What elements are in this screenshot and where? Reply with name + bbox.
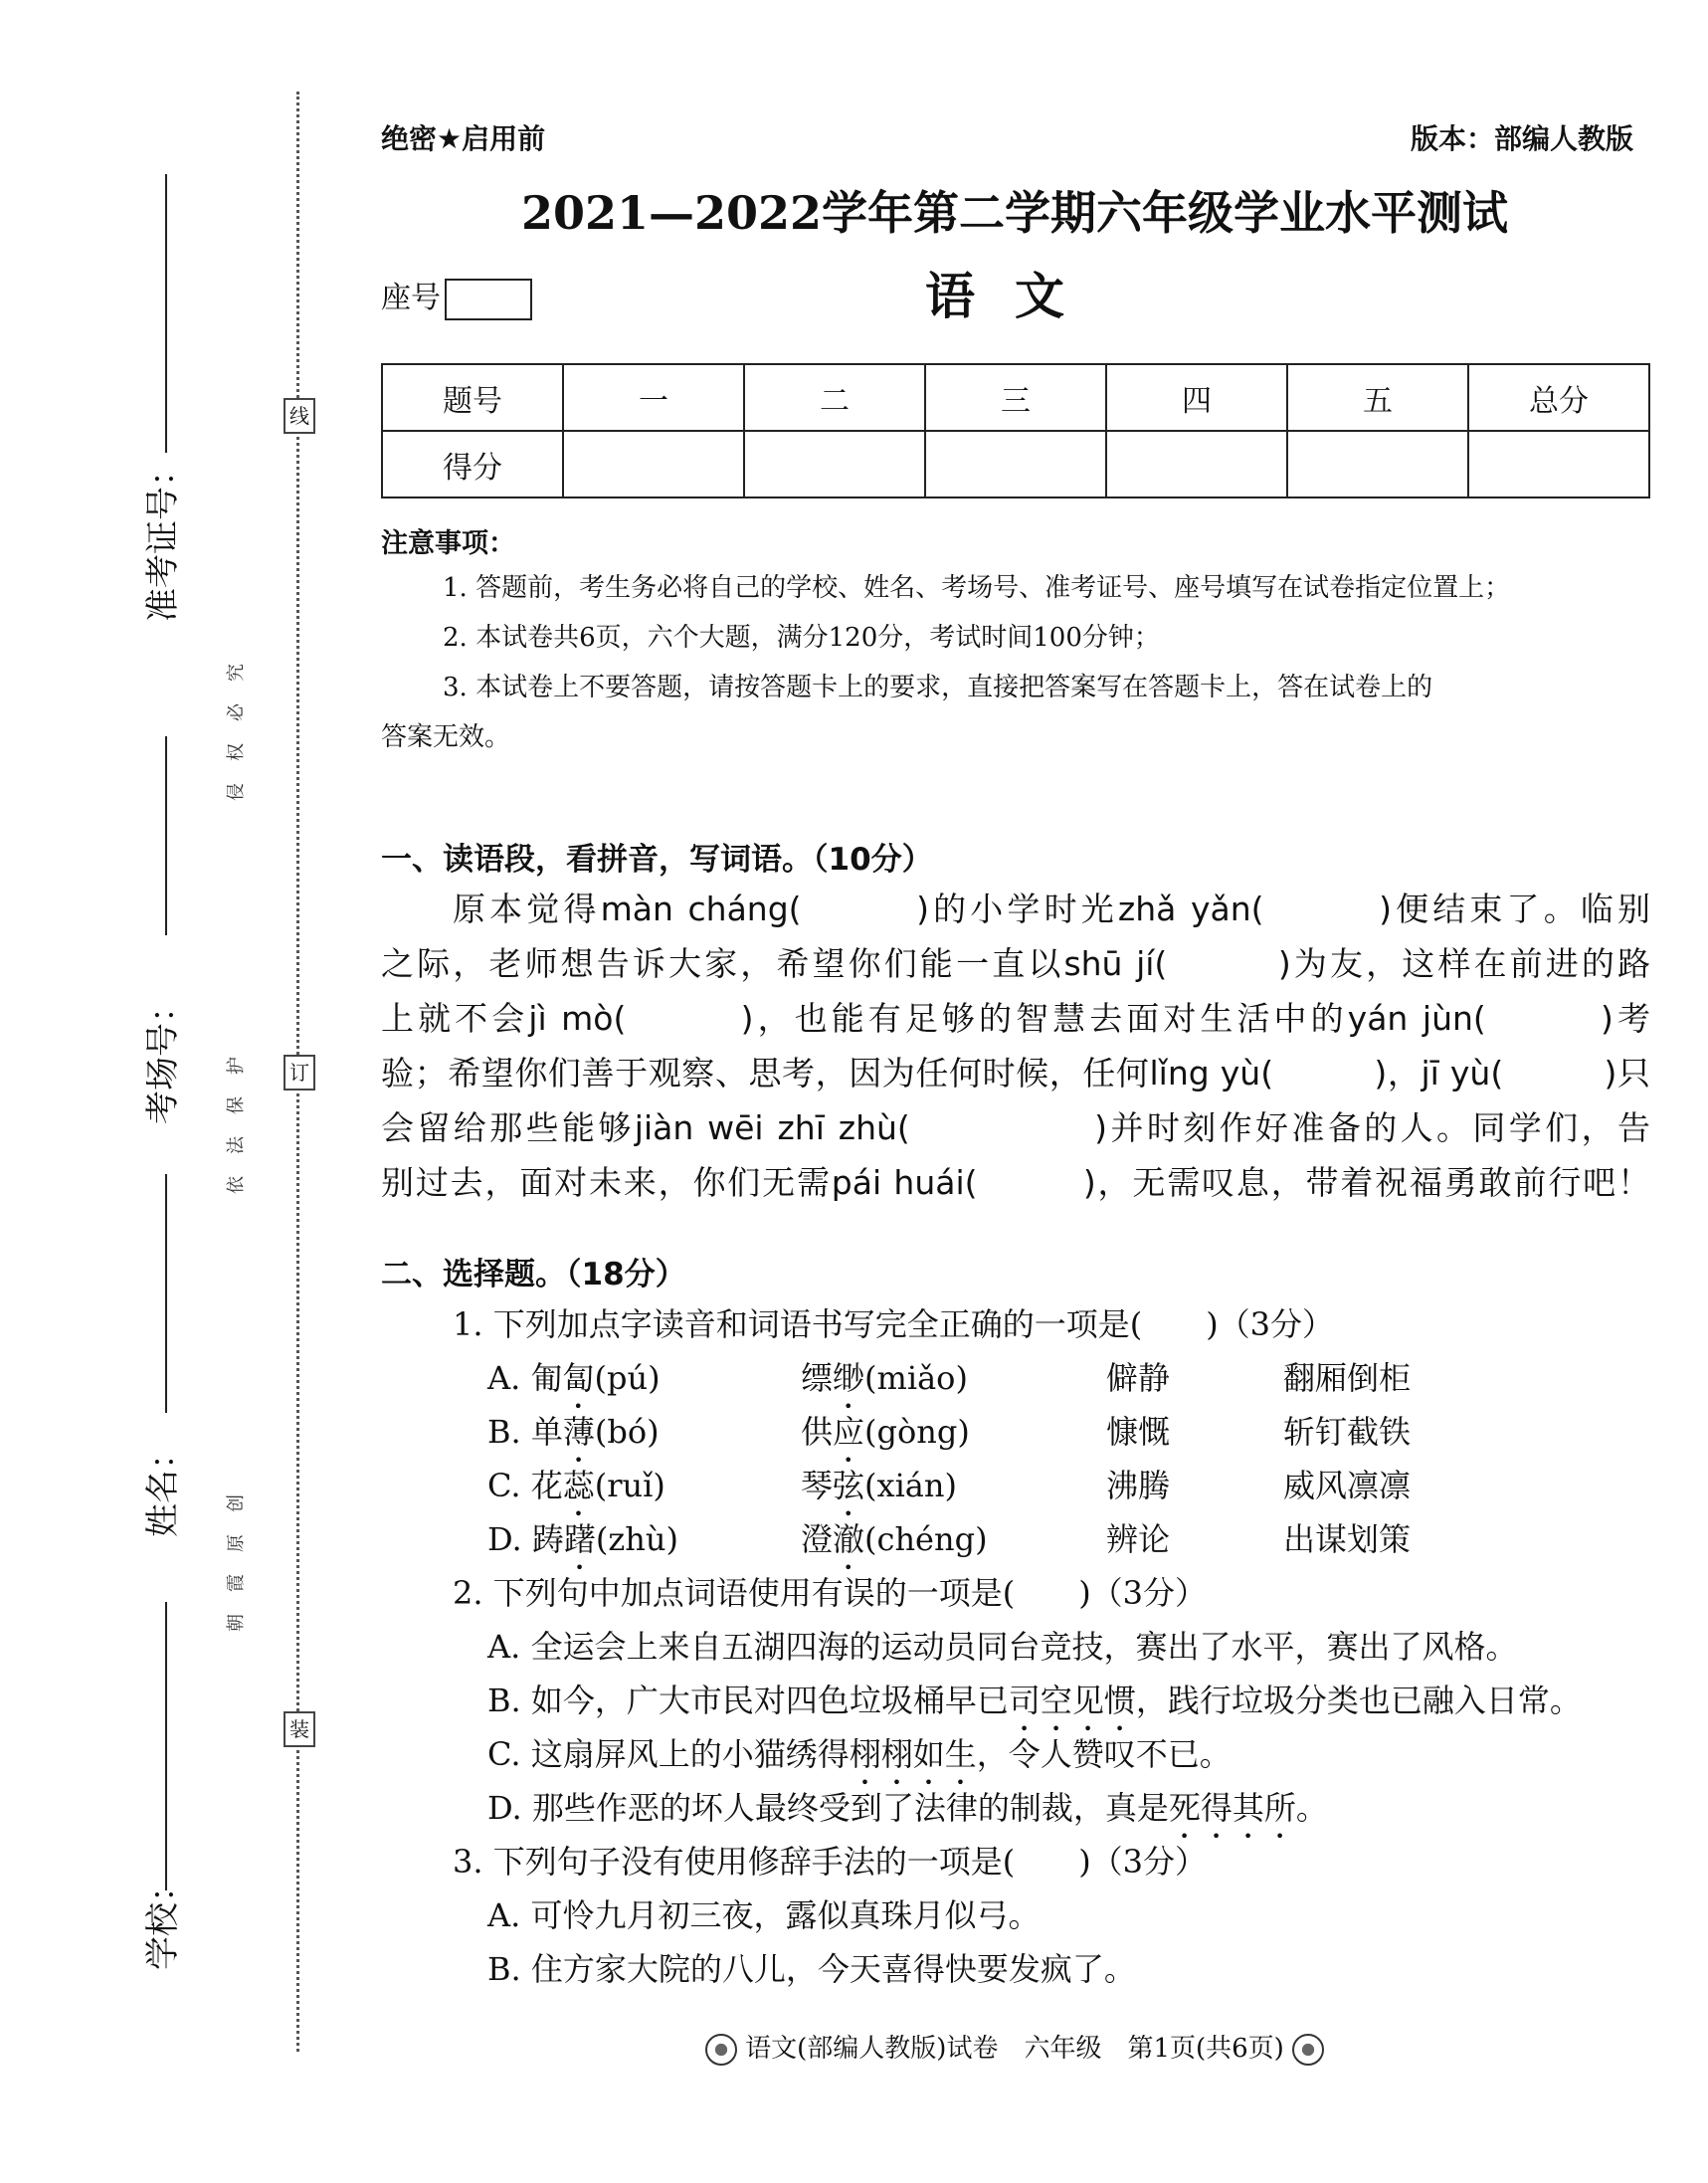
subject-title: 语文 xyxy=(925,267,1104,325)
option-word-4: 翻厢倒柜 xyxy=(1283,1359,1412,1397)
seat-number xyxy=(381,273,532,320)
option-word-2: 琴弦(xián) xyxy=(801,1467,957,1504)
name-write-line[interactable] xyxy=(165,1174,167,1413)
q3-stem: 3. 下列句子没有使用修辞手法的一项是( )（3分） xyxy=(453,1843,1208,1881)
q2-stem: 2. 下列句中加点词语使用有误的一项是( )（3分） xyxy=(453,1574,1208,1612)
option-word-2: 澄澈(chéng) xyxy=(801,1520,988,1558)
section1-title: 一、读语段，看拼音，写词语。（10分） xyxy=(381,842,933,878)
option-word-4: 斩钉截铁 xyxy=(1283,1413,1412,1451)
option-word-3: 僻静 xyxy=(1106,1359,1171,1397)
q1-stem: 1. 下列加点字读音和词语书写完全正确的一项是( )（3分） xyxy=(453,1305,1335,1343)
score-cell[interactable] xyxy=(1287,431,1468,497)
seat-box[interactable] xyxy=(445,279,532,320)
q2-option-b[interactable]: B. 如今，广大市民对四色垃圾桶早已司空见惯，践行垃圾分类也已融入日常。 xyxy=(487,1682,1582,1719)
exam-title: 2021—2022学年第二学期六年级学业水平测试 xyxy=(520,186,1509,240)
edition-label: 版本：部编人教版 xyxy=(1411,122,1634,155)
option-word-4: 威风凛凛 xyxy=(1283,1467,1412,1504)
passage-line: 会留给那些能够jiàn wēi zhī zhù( )并时刻作好准备的人。同学们，告 xyxy=(381,1108,1650,1147)
score-header-cell: 三 xyxy=(925,364,1106,431)
q2-option-c[interactable]: C. 这扇屏风上的小猫绣得栩栩如生，令人赞叹不已。 xyxy=(487,1735,1232,1773)
score-cell[interactable] xyxy=(925,431,1106,497)
school-write-line[interactable] xyxy=(165,1602,167,1890)
note-item-1: 1. 答题前，考生务必将自己的学校、姓名、考场号、准考证号、座号填写在试卷指定位置上； xyxy=(443,573,1511,603)
option-word-3: 沸腾 xyxy=(1106,1467,1171,1504)
passage-line: 原本觉得màn cháng( )的小学时光zhǎ yǎn( )便结束了。临别 xyxy=(453,890,1650,928)
score-table-header-row xyxy=(382,364,1649,431)
score-header-cell: 一 xyxy=(563,364,744,431)
footer-text: 语文(部编人教版)试卷 六年级 第1页(共6页) xyxy=(745,2034,1284,2064)
seat-label: 座号 xyxy=(381,281,441,315)
score-row-label: 得分 xyxy=(382,431,563,497)
copyright-text-2: 依法保护 xyxy=(226,1035,247,1194)
page-footer xyxy=(378,2028,1651,2066)
binding-mark-xian: 线 xyxy=(284,398,315,434)
exam-no-label: 准考证号： xyxy=(143,453,183,622)
option-word-1: B. 单薄(bó) xyxy=(487,1413,660,1451)
score-table xyxy=(381,363,1650,498)
binding-mark-ding: 订 xyxy=(284,1055,315,1091)
name-label: 姓名： xyxy=(143,1436,183,1537)
passage-line: 上就不会jì mò( )，也能有足够的智慧去面对生活中的yán jùn( )考 xyxy=(381,999,1650,1038)
note-item-3-cont: 答案无效。 xyxy=(381,722,511,752)
section1-passage xyxy=(381,882,1650,1210)
passage-line: 验；希望你们善于观察、思考，因为任何时候，任何lǐng yù( )，jī yù( )只 xyxy=(381,1054,1650,1092)
passage-line: 别过去，面对未来，你们无需pái huái( )，无需叹息，带着祝福勇敢前行吧！ xyxy=(381,1163,1650,1202)
score-header-cell: 总分 xyxy=(1468,364,1649,431)
q2-option-d[interactable]: D. 那些作恶的坏人最终受到了法律的制裁，真是死得其所。 xyxy=(487,1789,1328,1827)
option-word-2: 缥缈(miǎo) xyxy=(801,1359,968,1397)
exam-no-write-line[interactable] xyxy=(165,174,167,453)
copyright-text-3: 朝霞原创 xyxy=(226,1473,247,1632)
notes-title: 注意事项： xyxy=(381,528,515,559)
option-word-1: A. 匍匐(pú) xyxy=(487,1359,661,1397)
section2-title: 二、选择题。（18分） xyxy=(381,1257,686,1292)
secret-mark: 绝密★启用前 xyxy=(381,122,546,155)
option-word-3: 慷慨 xyxy=(1106,1413,1171,1451)
copyright-text-1: 侵权必究 xyxy=(226,642,247,801)
q3-option-a[interactable]: A. 可怜九月初三夜，露似真珠月似弓。 xyxy=(487,1896,1041,1934)
score-header-cell: 题号 xyxy=(382,364,563,431)
score-cell[interactable] xyxy=(563,431,744,497)
score-cell[interactable] xyxy=(744,431,925,497)
option-word-4: 出谋划策 xyxy=(1283,1520,1412,1558)
option-word-2: 供应(gòng) xyxy=(801,1413,970,1451)
score-table-score-row xyxy=(382,431,1649,497)
score-cell[interactable] xyxy=(1468,431,1649,497)
score-cell[interactable] xyxy=(1106,431,1287,497)
option-word-3: 辨论 xyxy=(1106,1520,1171,1558)
room-no-label: 考场号： xyxy=(143,989,183,1124)
passage-line: 之际，老师想告诉大家，希望你们能一直以shū jí( )为友，这样在前进的路 xyxy=(381,944,1650,983)
room-no-write-line[interactable] xyxy=(165,736,167,935)
q2-option-a[interactable]: A. 全运会上来自五湖四海的运动员同台竞技，赛出了水平，赛出了风格。 xyxy=(487,1628,1518,1666)
q3-option-b[interactable]: B. 住方家大院的八儿，今天喜得快要发疯了。 xyxy=(487,1950,1136,1988)
publisher-emblem-icon xyxy=(1292,2034,1324,2066)
note-item-3: 3. 本试卷上不要答题，请按答题卡上的要求，直接把答案写在答题卡上，答在试卷上的 xyxy=(443,673,1433,702)
score-header-cell: 二 xyxy=(744,364,925,431)
publisher-emblem-icon xyxy=(705,2034,737,2066)
option-word-1: D. 踌躇(zhù) xyxy=(487,1520,678,1558)
binding-mark-zhuang: 装 xyxy=(284,1711,315,1747)
option-word-1: C. 花蕊(ruǐ) xyxy=(487,1467,665,1504)
school-label: 学校： xyxy=(143,1869,183,1970)
score-header-cell: 四 xyxy=(1106,364,1287,431)
note-item-2: 2. 本试卷共6页，六个大题，满分120分，考试时间100分钟； xyxy=(443,623,1160,653)
score-header-cell: 五 xyxy=(1287,364,1468,431)
